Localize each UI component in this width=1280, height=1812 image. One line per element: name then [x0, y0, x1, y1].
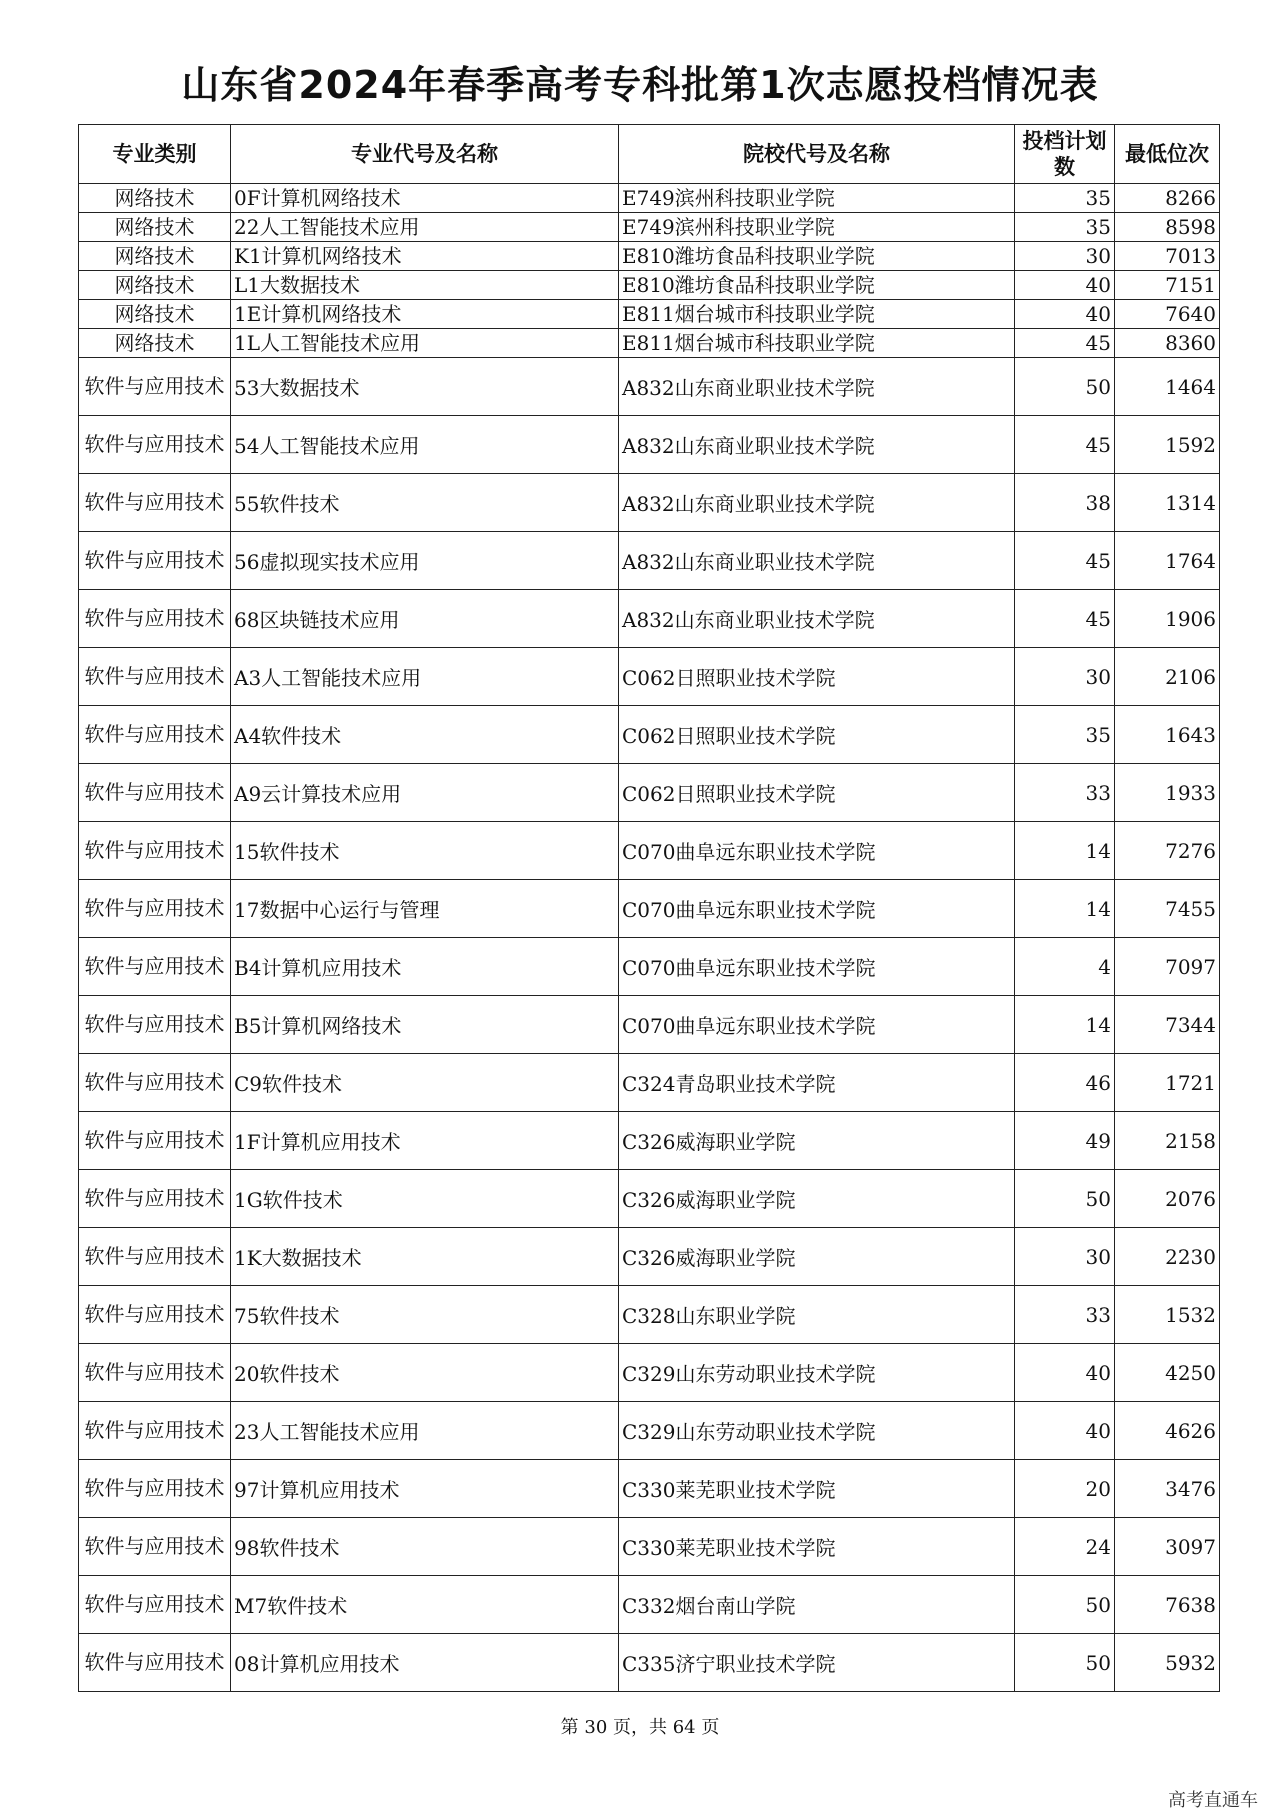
school-cell: C070曲阜远东职业技术学院 — [619, 880, 1015, 938]
plan-cell: 35 — [1015, 184, 1115, 213]
category-cell: 软件与应用技术 — [79, 938, 231, 996]
plan-cell: 40 — [1015, 300, 1115, 329]
plan-cell: 35 — [1015, 706, 1115, 764]
major-cell: 1F计算机应用技术 — [231, 1112, 619, 1170]
category-cell: 软件与应用技术 — [79, 1402, 231, 1460]
rank-cell: 4250 — [1115, 1344, 1220, 1402]
school-cell: C070曲阜远东职业技术学院 — [619, 822, 1015, 880]
category-cell: 软件与应用技术 — [79, 358, 231, 416]
plan-cell: 45 — [1015, 329, 1115, 358]
school-cell: C062日照职业技术学院 — [619, 648, 1015, 706]
major-cell: A3人工智能技术应用 — [231, 648, 619, 706]
rank-cell: 2076 — [1115, 1170, 1220, 1228]
table-row — [79, 996, 1220, 1054]
major-cell: C9软件技术 — [231, 1054, 619, 1112]
school-cell: E810潍坊食品科技职业学院 — [619, 242, 1015, 271]
rank-cell: 7013 — [1115, 242, 1220, 271]
table-row — [79, 648, 1220, 706]
header-rank: 最低位次 — [1115, 125, 1220, 184]
school-cell: E811烟台城市科技职业学院 — [619, 300, 1015, 329]
watermark: 高考直通车 — [1168, 1790, 1258, 1811]
table-row — [79, 416, 1220, 474]
school-cell: C062日照职业技术学院 — [619, 764, 1015, 822]
plan-cell: 24 — [1015, 1518, 1115, 1576]
plan-cell: 40 — [1015, 1344, 1115, 1402]
category-cell: 网络技术 — [79, 271, 231, 300]
category-cell: 软件与应用技术 — [79, 648, 231, 706]
major-cell: B4计算机应用技术 — [231, 938, 619, 996]
school-cell: C332烟台南山学院 — [619, 1576, 1015, 1634]
table-row — [79, 329, 1220, 358]
category-cell: 软件与应用技术 — [79, 1228, 231, 1286]
header-school: 院校代号及名称 — [619, 125, 1015, 184]
rank-cell: 7276 — [1115, 822, 1220, 880]
school-cell: C326威海职业学院 — [619, 1228, 1015, 1286]
table-row — [79, 938, 1220, 996]
major-cell: M7软件技术 — [231, 1576, 619, 1634]
major-cell: A4软件技术 — [231, 706, 619, 764]
rank-cell: 1532 — [1115, 1286, 1220, 1344]
plan-cell: 4 — [1015, 938, 1115, 996]
category-cell: 软件与应用技术 — [79, 474, 231, 532]
school-cell: E749滨州科技职业学院 — [619, 184, 1015, 213]
major-cell: 55软件技术 — [231, 474, 619, 532]
plan-cell: 46 — [1015, 1054, 1115, 1112]
rank-cell: 3476 — [1115, 1460, 1220, 1518]
rank-cell: 1906 — [1115, 590, 1220, 648]
header-category: 专业类别 — [79, 125, 231, 184]
table-row — [79, 822, 1220, 880]
category-cell: 软件与应用技术 — [79, 532, 231, 590]
rank-cell: 8266 — [1115, 184, 1220, 213]
plan-cell: 38 — [1015, 474, 1115, 532]
major-cell: A9云计算技术应用 — [231, 764, 619, 822]
table-row — [79, 880, 1220, 938]
rank-cell: 1464 — [1115, 358, 1220, 416]
rank-cell: 1643 — [1115, 706, 1220, 764]
page-title: 山东省2024年春季高考专科批第1次志愿投档情况表 — [181, 63, 1099, 107]
category-cell: 软件与应用技术 — [79, 880, 231, 938]
category-cell: 软件与应用技术 — [79, 706, 231, 764]
plan-cell: 45 — [1015, 532, 1115, 590]
plan-cell: 35 — [1015, 213, 1115, 242]
rank-cell: 1721 — [1115, 1054, 1220, 1112]
rank-cell: 7640 — [1115, 300, 1220, 329]
school-cell: C070曲阜远东职业技术学院 — [619, 996, 1015, 1054]
rank-cell: 2230 — [1115, 1228, 1220, 1286]
category-cell: 软件与应用技术 — [79, 416, 231, 474]
table-row — [79, 1112, 1220, 1170]
school-cell: A832山东商业职业技术学院 — [619, 532, 1015, 590]
plan-cell: 45 — [1015, 416, 1115, 474]
plan-cell: 33 — [1015, 1286, 1115, 1344]
major-cell: 1K大数据技术 — [231, 1228, 619, 1286]
table-row — [79, 764, 1220, 822]
category-cell: 网络技术 — [79, 329, 231, 358]
rank-cell: 7097 — [1115, 938, 1220, 996]
major-cell: 1E计算机网络技术 — [231, 300, 619, 329]
table-row — [79, 1402, 1220, 1460]
school-cell: C329山东劳动职业技术学院 — [619, 1402, 1015, 1460]
school-cell: E810潍坊食品科技职业学院 — [619, 271, 1015, 300]
school-cell: C326威海职业学院 — [619, 1112, 1015, 1170]
table-row — [79, 1460, 1220, 1518]
plan-cell: 40 — [1015, 271, 1115, 300]
table-row — [79, 271, 1220, 300]
rank-cell: 1933 — [1115, 764, 1220, 822]
major-cell: 15软件技术 — [231, 822, 619, 880]
major-cell: 17数据中心运行与管理 — [231, 880, 619, 938]
school-cell: E811烟台城市科技职业学院 — [619, 329, 1015, 358]
school-cell: A832山东商业职业技术学院 — [619, 416, 1015, 474]
major-cell: 08计算机应用技术 — [231, 1634, 619, 1692]
category-cell: 软件与应用技术 — [79, 1634, 231, 1692]
school-cell: C070曲阜远东职业技术学院 — [619, 938, 1015, 996]
school-cell: C326威海职业学院 — [619, 1170, 1015, 1228]
major-cell: L1大数据技术 — [231, 271, 619, 300]
rank-cell: 7638 — [1115, 1576, 1220, 1634]
rank-cell: 2158 — [1115, 1112, 1220, 1170]
category-cell: 软件与应用技术 — [79, 1112, 231, 1170]
plan-cell: 50 — [1015, 1634, 1115, 1692]
rank-cell: 2106 — [1115, 648, 1220, 706]
school-cell: C324青岛职业技术学院 — [619, 1054, 1015, 1112]
school-cell: E749滨州科技职业学院 — [619, 213, 1015, 242]
table-row — [79, 1576, 1220, 1634]
category-cell: 软件与应用技术 — [79, 1170, 231, 1228]
table-row — [79, 532, 1220, 590]
rank-cell: 8598 — [1115, 213, 1220, 242]
table-row — [79, 1170, 1220, 1228]
category-cell: 网络技术 — [79, 300, 231, 329]
table-header-row — [79, 125, 1220, 184]
school-cell: C329山东劳动职业技术学院 — [619, 1344, 1015, 1402]
major-cell: 98软件技术 — [231, 1518, 619, 1576]
major-cell: K1计算机网络技术 — [231, 242, 619, 271]
category-cell: 软件与应用技术 — [79, 1460, 231, 1518]
category-cell: 软件与应用技术 — [79, 1576, 231, 1634]
rank-cell: 7151 — [1115, 271, 1220, 300]
category-cell: 软件与应用技术 — [79, 764, 231, 822]
school-cell: C328山东职业学院 — [619, 1286, 1015, 1344]
plan-cell: 14 — [1015, 880, 1115, 938]
rank-cell: 3097 — [1115, 1518, 1220, 1576]
plan-cell: 30 — [1015, 648, 1115, 706]
school-cell: C330莱芜职业技术学院 — [619, 1460, 1015, 1518]
table-body — [79, 184, 1220, 1692]
major-cell: 0F计算机网络技术 — [231, 184, 619, 213]
rank-cell: 1764 — [1115, 532, 1220, 590]
school-cell: C330莱芜职业技术学院 — [619, 1518, 1015, 1576]
plan-cell: 14 — [1015, 822, 1115, 880]
category-cell: 软件与应用技术 — [79, 996, 231, 1054]
table-row — [79, 184, 1220, 213]
plan-cell: 20 — [1015, 1460, 1115, 1518]
school-cell: C062日照职业技术学院 — [619, 706, 1015, 764]
major-cell: 20软件技术 — [231, 1344, 619, 1402]
plan-cell: 33 — [1015, 764, 1115, 822]
plan-cell: 40 — [1015, 1402, 1115, 1460]
major-cell: 22人工智能技术应用 — [231, 213, 619, 242]
category-cell: 网络技术 — [79, 242, 231, 271]
major-cell: 23人工智能技术应用 — [231, 1402, 619, 1460]
major-cell: 68区块链技术应用 — [231, 590, 619, 648]
rank-cell: 7455 — [1115, 880, 1220, 938]
table-row — [79, 300, 1220, 329]
table-row — [79, 706, 1220, 764]
major-cell: 97计算机应用技术 — [231, 1460, 619, 1518]
school-cell: A832山东商业职业技术学院 — [619, 474, 1015, 532]
plan-cell: 50 — [1015, 358, 1115, 416]
category-cell: 网络技术 — [79, 213, 231, 242]
category-cell: 软件与应用技术 — [79, 1054, 231, 1112]
header-major: 专业代号及名称 — [231, 125, 619, 184]
category-cell: 网络技术 — [79, 184, 231, 213]
header-plan: 投档计划数 — [1015, 125, 1115, 184]
plan-cell: 50 — [1015, 1170, 1115, 1228]
plan-cell: 50 — [1015, 1576, 1115, 1634]
plan-cell: 30 — [1015, 242, 1115, 271]
table-row — [79, 1344, 1220, 1402]
page-footer: 第 30 页，共 64 页 — [560, 1717, 720, 1738]
school-cell: A832山东商业职业技术学院 — [619, 590, 1015, 648]
table-row — [79, 358, 1220, 416]
plan-cell: 14 — [1015, 996, 1115, 1054]
plan-cell: 30 — [1015, 1228, 1115, 1286]
major-cell: 54人工智能技术应用 — [231, 416, 619, 474]
table-row — [79, 242, 1220, 271]
major-cell: 53大数据技术 — [231, 358, 619, 416]
school-cell: C335济宁职业技术学院 — [619, 1634, 1015, 1692]
table-row — [79, 213, 1220, 242]
plan-cell: 49 — [1015, 1112, 1115, 1170]
rank-cell: 1592 — [1115, 416, 1220, 474]
table-row — [79, 1286, 1220, 1344]
plan-cell: 45 — [1015, 590, 1115, 648]
major-cell: 56虚拟现实技术应用 — [231, 532, 619, 590]
major-cell: 75软件技术 — [231, 1286, 619, 1344]
admission-table — [78, 124, 1220, 1692]
table-row — [79, 1518, 1220, 1576]
category-cell: 软件与应用技术 — [79, 590, 231, 648]
major-cell: 1L人工智能技术应用 — [231, 329, 619, 358]
major-cell: B5计算机网络技术 — [231, 996, 619, 1054]
category-cell: 软件与应用技术 — [79, 822, 231, 880]
table-row — [79, 590, 1220, 648]
table-row — [79, 1228, 1220, 1286]
table-row — [79, 1054, 1220, 1112]
rank-cell: 1314 — [1115, 474, 1220, 532]
rank-cell: 5932 — [1115, 1634, 1220, 1692]
category-cell: 软件与应用技术 — [79, 1286, 231, 1344]
category-cell: 软件与应用技术 — [79, 1344, 231, 1402]
category-cell: 软件与应用技术 — [79, 1518, 231, 1576]
table-row — [79, 1634, 1220, 1692]
rank-cell: 4626 — [1115, 1402, 1220, 1460]
table-row — [79, 474, 1220, 532]
major-cell: 1G软件技术 — [231, 1170, 619, 1228]
school-cell: A832山东商业职业技术学院 — [619, 358, 1015, 416]
rank-cell: 8360 — [1115, 329, 1220, 358]
rank-cell: 7344 — [1115, 996, 1220, 1054]
